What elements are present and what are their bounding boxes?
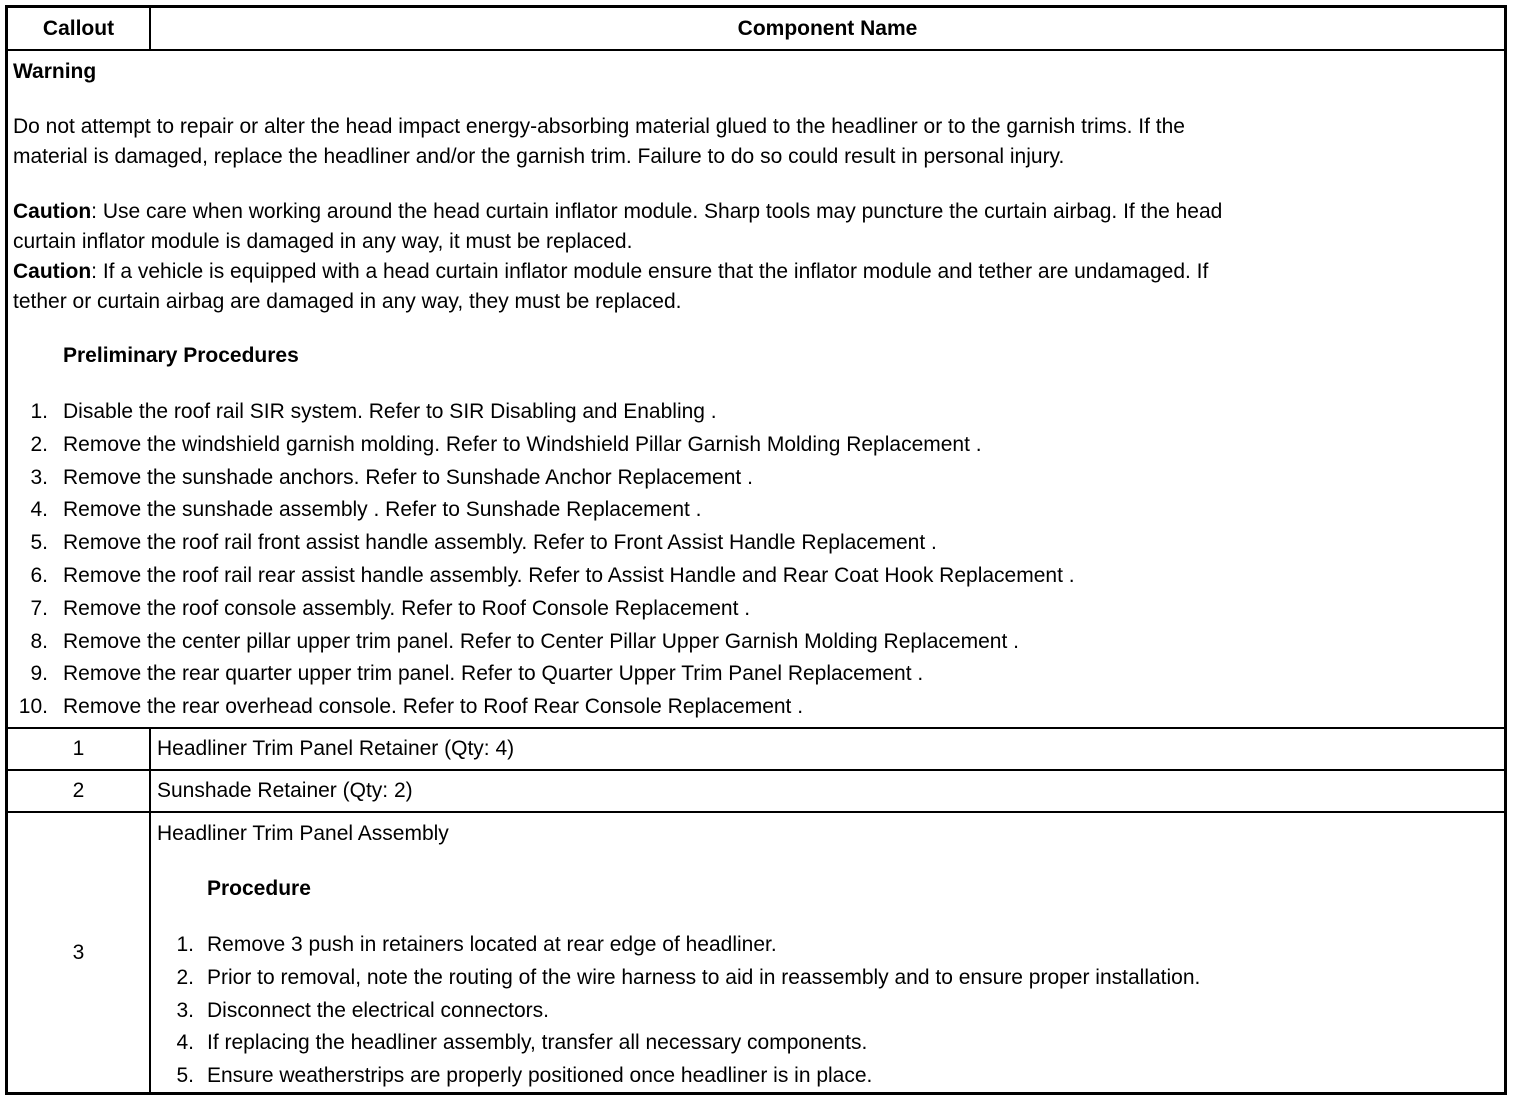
warning-text-line-2: material is damaged, replace the headliner and/or the garnish trim. Failure to do so could result in personal injury. (13, 145, 1065, 168)
table-row (8, 729, 1504, 771)
component-table (5, 5, 1507, 1095)
step-text: Remove the sunshade assembly . Refer to Sunshade Replacement . (63, 498, 702, 522)
caution-1-line-1 (13, 200, 1222, 224)
callout-cell: 2 (8, 771, 151, 811)
step-number: 2. (176, 965, 194, 989)
intro-cell (8, 51, 1504, 727)
step-text: Remove the sunshade anchors. Refer to Sunshade Anchor Replacement . (63, 465, 753, 489)
step-text: Disable the roof rail SIR system. Refer to SIR Disabling and Enabling . (63, 400, 717, 423)
header-component-name: Component Name (737, 16, 918, 40)
component-name-cell (151, 771, 1504, 811)
step-text: If replacing the headliner assembly, transfer all necessary components. (207, 1031, 868, 1055)
caution-1-line-2: curtain inflator module is damaged in any way, it must be replaced. (13, 230, 633, 253)
component-name: Headliner Trim Panel Retainer (Qty: 4) (157, 737, 515, 760)
step-text: Remove the roof console assembly. Refer to Roof Console Replacement . (63, 596, 751, 620)
step-text: Remove the rear quarter upper trim panel. Refer to Quarter Upper Trim Panel Replacement . (63, 662, 924, 686)
callout-cell: 1 (8, 729, 151, 769)
procedure-title: Procedure (207, 877, 311, 900)
caution-2-text: : If a vehicle is equipped with a head curtain inflator module ensure that the inflator module and tether are undamaged. If (91, 260, 1209, 283)
step-number: 1. (176, 933, 194, 956)
component-name: Sunshade Retainer (Qty: 2) (157, 779, 413, 802)
caution-2-label: Caution (13, 260, 92, 283)
step-number: 9. (30, 662, 48, 686)
step-text: Remove the center pillar upper trim panel. Refer to Center Pillar Upper Garnish Molding Replacement . (63, 629, 1019, 653)
step-number: 3. (176, 998, 194, 1022)
intro-row (8, 51, 1504, 729)
warning-text-line-1: Do not attempt to repair or alter the head impact energy-absorbing material glued to the headliner or to the garnish trims. If the (13, 115, 1185, 138)
step-number: 8. (30, 629, 48, 653)
step-number: 10. (18, 695, 48, 719)
step-text: Prior to removal, note the routing of the wire harness to aid in reassembly and to ensure proper installation. (207, 965, 1201, 989)
caution-1-text: : Use care when working around the head curtain inflator module. Sharp tools may puncture the curtain airbag. If the head (91, 200, 1223, 223)
step-text: Remove the rear overhead console. Refer to Roof Rear Console Replacement . (63, 695, 804, 719)
step-number: 4. (176, 1031, 194, 1055)
step-text: Remove the roof rail rear assist handle assembly. Refer to Assist Handle and Rear Coat Hook Replacement . (63, 564, 1075, 587)
step-text: Disconnect the electrical connectors. (207, 998, 549, 1022)
component-name-cell (151, 729, 1504, 769)
header-callout: Callout (8, 8, 151, 49)
step-text: Remove 3 push in retainers located at rear edge of headliner. (207, 933, 777, 956)
caution-1-label: Caution (13, 200, 92, 223)
step-text: Ensure weatherstrips are properly positioned once headliner is in place. (207, 1064, 873, 1088)
callout-cell: 3 (8, 813, 151, 1092)
warning-title: Warning (13, 60, 97, 83)
step-text: Remove the windshield garnish molding. Refer to Windshield Pillar Garnish Molding Replacement . (63, 432, 982, 456)
table-row (8, 813, 1504, 1092)
step-number: 7. (30, 596, 48, 620)
step-number: 2. (30, 432, 48, 456)
step-number: 5. (30, 531, 48, 555)
table-header-row (8, 8, 1504, 51)
step-number: 4. (30, 498, 48, 522)
component-name: Headliner Trim Panel Assembly (157, 822, 449, 845)
step-number: 5. (176, 1064, 194, 1088)
step-number: 6. (30, 564, 48, 587)
step-text: Remove the roof rail front assist handle assembly. Refer to Front Assist Handle Replacement . (63, 531, 937, 555)
step-number: 3. (30, 465, 48, 489)
caution-2-line-1 (13, 260, 1208, 284)
table-row (8, 771, 1504, 813)
caution-2-line-2: tether or curtain airbag are damaged in any way, they must be replaced. (13, 290, 682, 313)
component-name-cell (151, 813, 1504, 1092)
step-number: 1. (30, 400, 48, 423)
preliminary-procedures-title: Preliminary Procedures (63, 344, 299, 367)
